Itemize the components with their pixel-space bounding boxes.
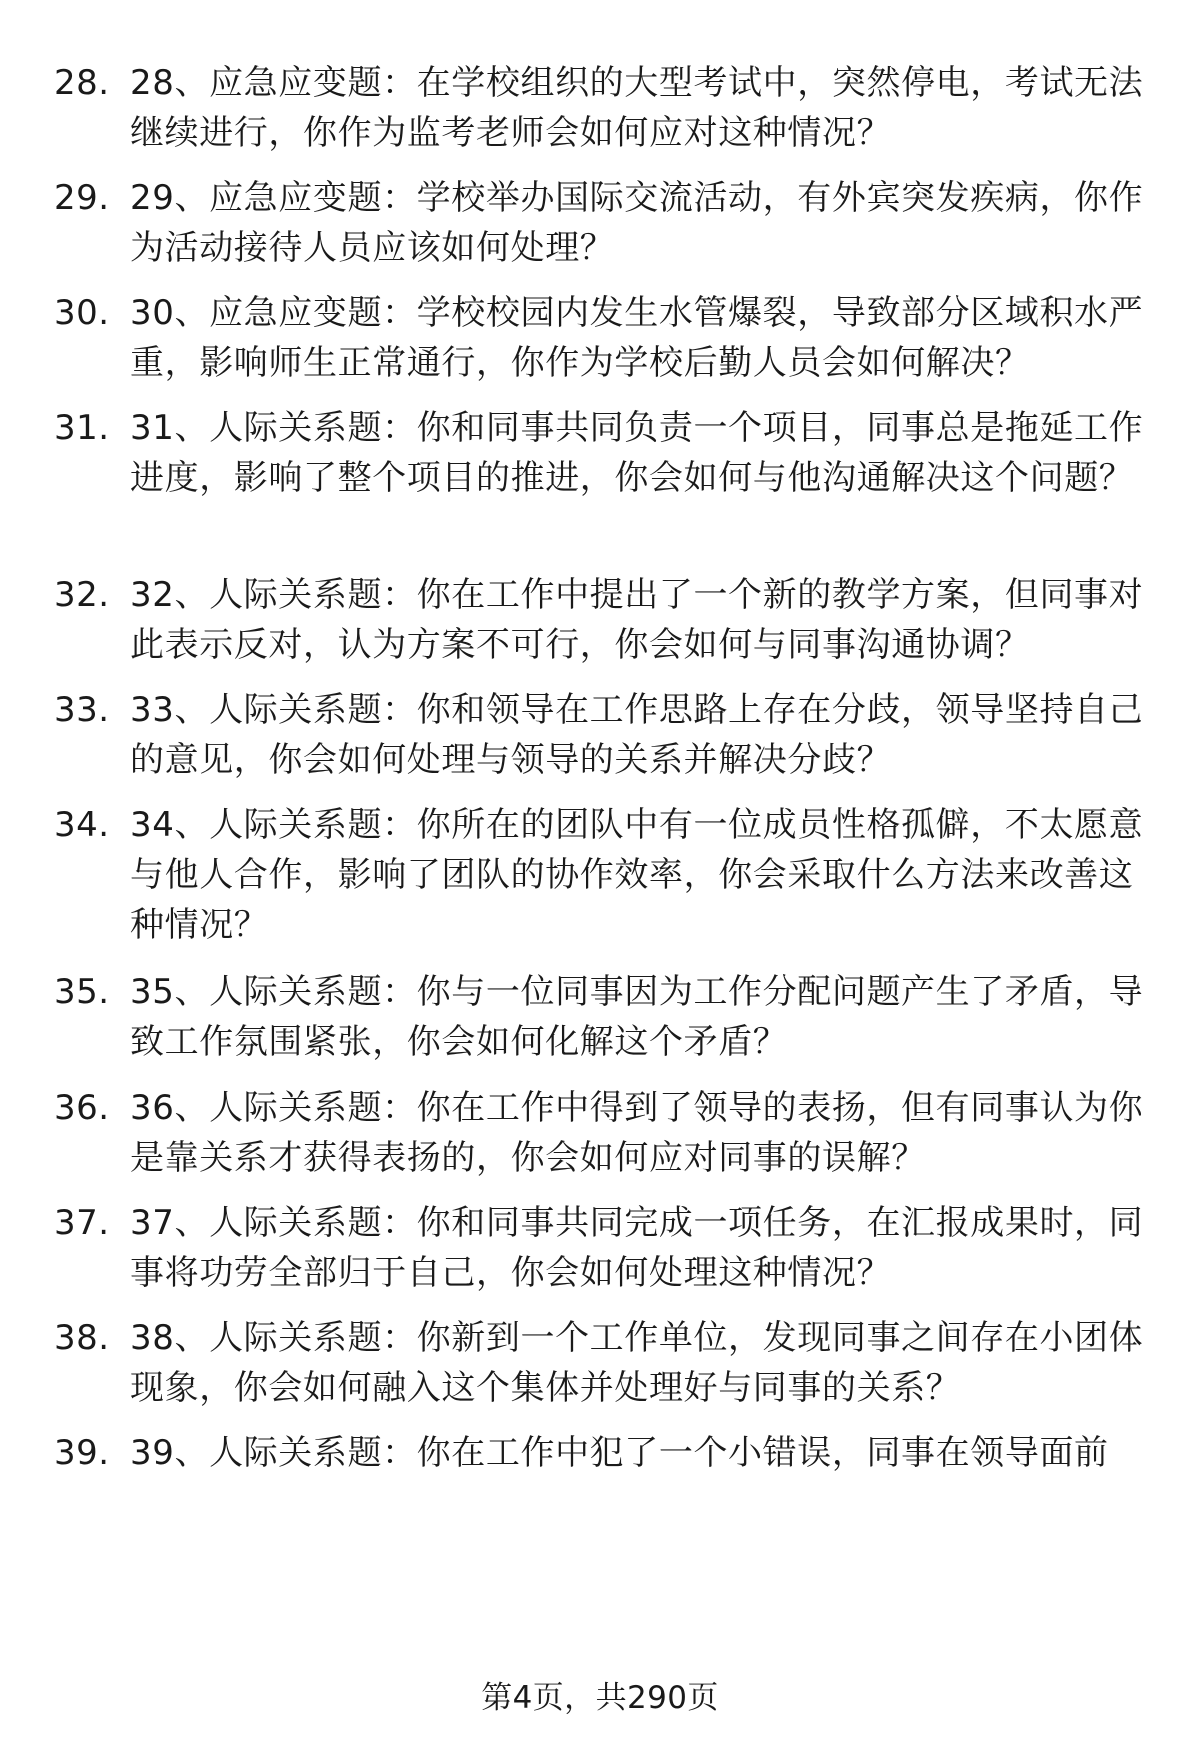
question-text: 39、人际关系题：你在工作中犯了一个小错误，同事在领导面前: [130, 1433, 1109, 1473]
question-number: 33.: [54, 690, 110, 730]
question-text: 28、应急应变题：在学校组织的大型考试中，突然停电，考试无法继续进行，你作为监考老师会如何应对这种情况？: [130, 63, 1144, 153]
question-text: 30、应急应变题：学校校园内发生水管爆裂，导致部分区域积水严重，影响师生正常通行，你作为学校后勤人员会如何解决？: [130, 293, 1144, 383]
page-footer: 第4页，共290页: [481, 1680, 719, 1716]
question-number: 38.: [54, 1318, 110, 1358]
question-text: 35、人际关系题：你与一位同事因为工作分配问题产生了矛盾，导致工作氛围紧张，你会如何化解这个矛盾？: [130, 972, 1144, 1062]
question-number: 36.: [54, 1088, 110, 1128]
question-number: 35.: [54, 972, 110, 1012]
question-number: 39.: [54, 1433, 110, 1473]
watermark: ​: [533, 815, 707, 990]
question-text: 38、人际关系题：你新到一个工作单位，发现同事之间存在小团体现象，你会如何融入这个集体并处理好与同事的关系？: [130, 1318, 1144, 1408]
question-number: 37.: [54, 1203, 110, 1243]
question-text: 36、人际关系题：你在工作中得到了领导的表扬，但有同事认为你是靠关系才获得表扬的，你会如何应对同事的误解？: [130, 1088, 1144, 1178]
question-text: 31、人际关系题：你和同事共同负责一个项目，同事总是拖延工作进度，影响了整个项目的推进，你会如何与他沟通解决这个问题？: [130, 408, 1144, 498]
question-number: 28.: [54, 63, 110, 103]
question-number: 31.: [54, 408, 110, 448]
question-text: 33、人际关系题：你和领导在工作思路上存在分歧，领导坚持自己的意见，你会如何处理与领导的关系并解决分歧？: [130, 690, 1144, 780]
question-number: 30.: [54, 293, 110, 333]
question-text: 37、人际关系题：你和同事共同完成一项任务，在汇报成果时，同事将功劳全部归于自己，你会如何处理这种情况？: [130, 1203, 1144, 1293]
question-text: 32、人际关系题：你在工作中提出了一个新的教学方案，但同事对此表示反对，认为方案不可行，你会如何与同事沟通协调？: [130, 575, 1144, 665]
question-number: 32.: [54, 575, 110, 615]
question-number: 34.: [54, 805, 110, 845]
question-number: 29.: [54, 178, 110, 218]
question-text: 29、应急应变题：学校举办国际交流活动，有外宾突发疾病，你作为活动接待人员应该如何处理？: [130, 178, 1144, 268]
question-text: 34、人际关系题：你所在的团队中有一位成员性格孤僻，不太愿意与他人合作，影响了团队的协作效率，你会采取什么方法来改善这种情况？: [130, 805, 1144, 945]
